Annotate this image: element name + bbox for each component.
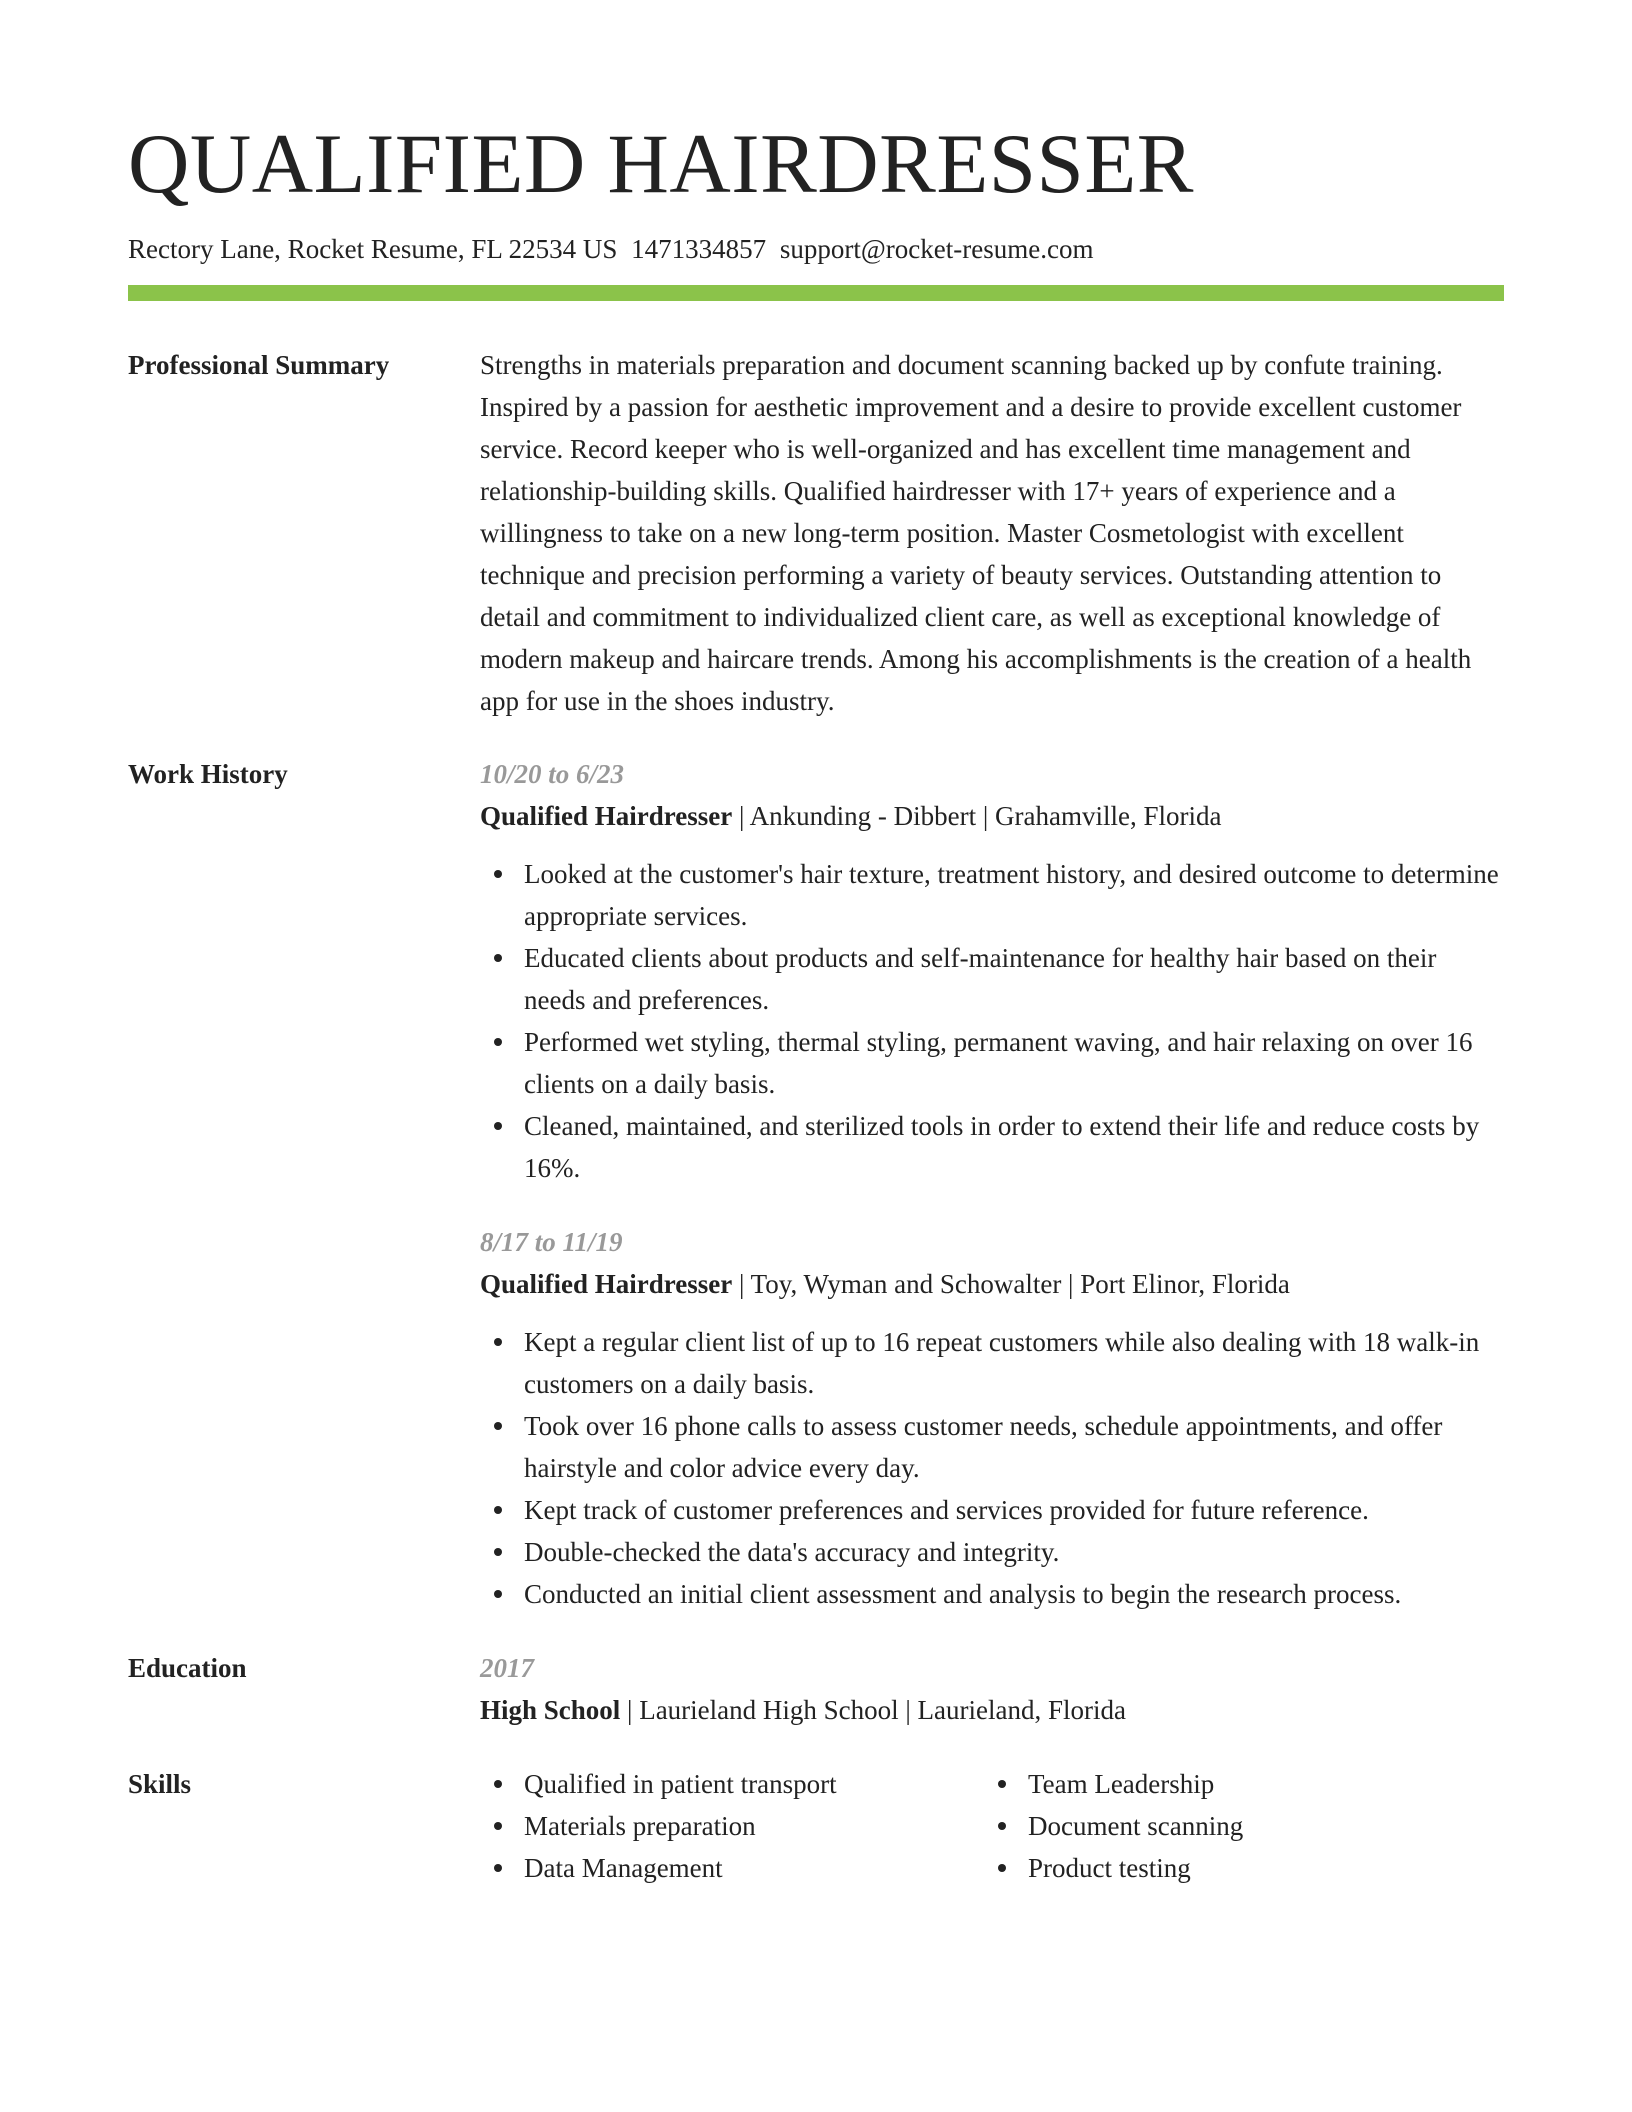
education-line [480, 1689, 1504, 1731]
education-details: | Laurieland High School | Laurieland, Florida [620, 1695, 1126, 1725]
summary-body [480, 344, 1504, 722]
job-bullet: Educated clients about products and self-maintenance for healthy hair based on their needs and preferences. [480, 937, 1504, 1021]
section-label-skills: Skills [128, 1769, 192, 1799]
skill-item: Team Leadership [984, 1763, 1488, 1805]
skills-list-right [984, 1763, 1488, 1889]
resume-title: QUALIFIED HAIRDRESSER [128, 117, 1194, 211]
job-entry [480, 1221, 1504, 1615]
job-dates: 10/20 to 6/23 [480, 759, 625, 789]
job-bullet: Conducted an initial client assessment and analysis to begin the research process. [480, 1573, 1504, 1615]
summary-text: Strengths in materials preparation and document scanning backed up by confute training. Inspired by a passion for aesthetic improvement and a desire to provide excellent customer service. Record keeper who is well-organized and has excellent time management and relationship-building skills. Qualified hairdresser with 17+ years of experience and a willingness to take on a new long-term position. Master Cosmetologist with excellent technique and precision performing a variety of beauty services. Outstanding attention to detail and commitment to individualized client care, as well as exceptional knowledge of modern makeup and haircare trends. Among his accomplishments is the creation of a health app for use in the shoes industry. [480, 350, 1472, 716]
section-label-education: Education [128, 1653, 247, 1683]
contact-line [128, 231, 1093, 267]
job-bullet: Double-checked the data's accuracy and integrity. [480, 1531, 1504, 1573]
section-label-work-history: Work History [128, 759, 288, 789]
section-label-summary: Professional Summary [128, 350, 390, 380]
job-bullet-list [480, 853, 1504, 1189]
job-bullet: Cleaned, maintained, and sterilized tools in order to extend their life and reduce costs by 16%. [480, 1105, 1504, 1189]
job-role-line [480, 795, 1504, 837]
skill-item: Document scanning [984, 1805, 1488, 1847]
job-bullet: Looked at the customer's hair texture, treatment history, and desired outcome to determine appropriate services. [480, 853, 1504, 937]
skill-item: Product testing [984, 1847, 1488, 1889]
skill-item: Materials preparation [480, 1805, 984, 1847]
education-body [480, 1647, 1504, 1731]
skill-item: Qualified in patient transport [480, 1763, 984, 1805]
job-details: | Toy, Wyman and Schowalter | Port Elinor, Florida [732, 1269, 1290, 1299]
accent-divider [128, 285, 1504, 301]
job-bullet: Performed wet styling, thermal styling, permanent waving, and hair relaxing on over 16 clients on a daily basis. [480, 1021, 1504, 1105]
job-title: Qualified Hairdresser [480, 1269, 733, 1299]
work-history-body [480, 753, 1504, 1615]
contact-email: support@rocket-resume.com [779, 234, 1094, 264]
job-title: Qualified Hairdresser [480, 801, 733, 831]
job-dates: 8/17 to 11/19 [480, 1227, 623, 1257]
education-degree: High School [480, 1695, 621, 1725]
skills-list-left [480, 1763, 984, 1889]
job-bullet-list [480, 1321, 1504, 1615]
job-bullet: Kept track of customer preferences and services provided for future reference. [480, 1489, 1504, 1531]
contact-phone: 1471334857 [631, 234, 767, 264]
contact-address: Rectory Lane, Rocket Resume, FL 22534 US [128, 234, 618, 264]
job-entry [480, 753, 1504, 1189]
job-details: | Ankunding - Dibbert | Grahamville, Florida [732, 801, 1222, 831]
job-bullet: Took over 16 phone calls to assess customer needs, schedule appointments, and offer hairstyle and color advice every day. [480, 1405, 1504, 1489]
skill-item: Data Management [480, 1847, 984, 1889]
job-role-line [480, 1263, 1504, 1305]
education-year: 2017 [480, 1653, 534, 1683]
job-bullet: Kept a regular client list of up to 16 repeat customers while also dealing with 18 walk-in customers on a daily basis. [480, 1321, 1504, 1405]
skills-body [480, 1763, 1504, 1889]
